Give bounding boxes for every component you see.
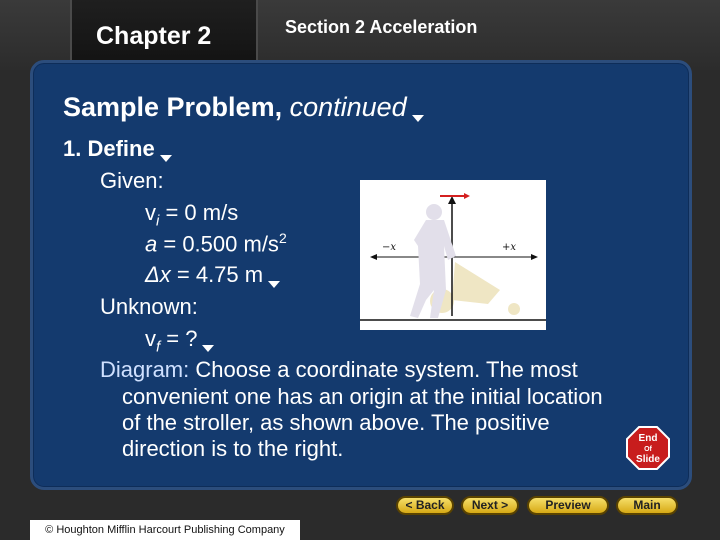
heading-main: Sample Problem, [63,92,283,122]
a-superscript: 2 [278,230,287,246]
preview-button[interactable]: Preview [527,496,609,515]
next-button[interactable]: Next > [461,496,519,515]
dx-symbol: Δx [145,262,171,287]
vi-subscript: i [156,212,160,230]
define-label: 1. Define [63,136,155,161]
main-button[interactable]: Main [616,496,678,515]
x-axis-right-arrow-icon [531,254,538,260]
vf-symbol: v [145,326,156,351]
vi-symbol: v [145,200,156,225]
end-sign-line1: End [638,433,658,444]
chapter-label: Chapter 2 [96,22,212,50]
unknown-label: Unknown: [100,294,198,319]
vf-subscript: f [156,338,161,356]
heading-continued: continued [289,92,407,122]
define-step [63,136,172,162]
diagram-line-3: of the stroller, as shown above. The positive [122,410,550,435]
end-sign-line2: Of [644,446,652,453]
vf-value: = ? [160,326,198,351]
diagram-line-1 [100,357,578,383]
stroller-shadow [452,262,500,304]
velocity-arrow-head-icon [464,193,470,199]
initial-velocity [145,200,238,229]
origin-arrow-icon [448,196,456,204]
neg-x-label: −x [382,242,397,253]
diagram-line-4: direction is to the right. [122,436,344,461]
stroller-diagram [360,180,546,330]
end-of-slide-icon[interactable] [626,426,670,470]
copyright-text: © Houghton Mifflin Harcourt Publishing Company [30,520,300,540]
a-value: = 0.500 m/s [157,231,279,257]
final-velocity [145,326,214,355]
section-title: Section 2 Acceleration [285,17,478,37]
diagram-line-2: convenient one has an origin at the initial location [122,384,603,409]
acceleration [145,230,287,257]
dx-value: = 4.75 m [170,262,264,287]
back-button[interactable]: < Back [396,496,454,515]
vi-value: = 0 m/s [159,200,239,225]
person-head [426,204,442,220]
bullet-arrow-icon[interactable] [202,345,214,352]
bullet-arrow-icon[interactable] [412,115,424,122]
bullet-arrow-icon[interactable] [268,281,280,288]
diagram-label: Diagram: [100,357,190,382]
a-symbol: a [145,231,158,257]
displacement [145,262,280,288]
pos-x-label: +x [502,242,517,253]
slide-heading [63,92,424,123]
stroller-wheel-shape-2 [508,303,520,315]
stroller-diagram-svg [360,180,546,330]
x-axis-left-arrow-icon [370,254,377,260]
given-label: Given: [100,168,164,193]
diagram-text-1: Choose a coordinate system. The most [189,357,578,382]
bullet-arrow-icon[interactable] [160,155,172,162]
end-sign-line3: Slide [636,454,660,465]
